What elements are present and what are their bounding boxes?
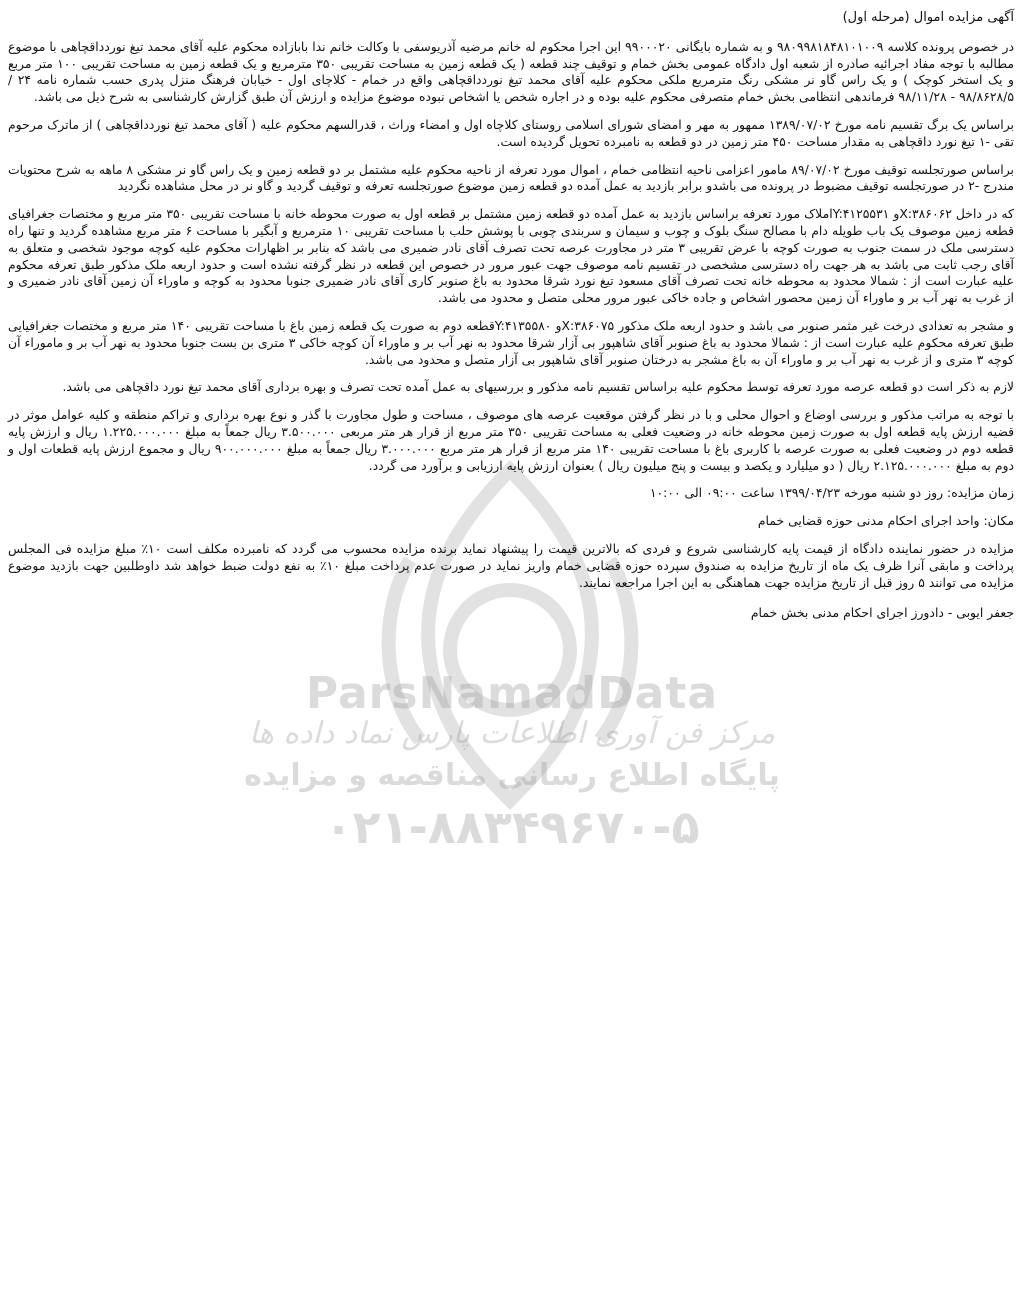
paragraph-first-parcel: که در داخل X:۳۸۶۰۶۲و Y:۴۱۲۵۵۳۱املاک مورد تعرفه براساس بازدید به عمل آمده دو قطعه زمین مشتمل بر قطعه اول به صورت محوطه خانه با مساحت تقریبی ۳۵۰ متر مربع و مختصات جغرافیای قطعه زمین موصوف یک باب طویله دام با مصالح سنگ بلوک و چوب و سیمان و سربندی چوبی با پوشش حلب با مساحت تقریبی ۱۰ مترمربع و آبگیر با مساحت ۶ متر مربع مشاهده گردید و تنها راه دسترسی ملک در سمت جنوب به صورت کوچه با عرض تقریبی ۳ متر در مجاورت عرصه تحت تصرف آقای نادر ضمیری می باشد که بنابر بر اظهارات محکوم علیه کوچه موجود شخصی و متعلق به آقای رجب ثابت می باشد به هر جهت راه دسترسی مشخصی در تقسیم نامه موصوف جهت عبور مرور در خصوص این قطعه در نظر گرفته نشده است و حدود اربعه ملک مذکور طبق تعرفه محکوم علیه عبارت است از : شمالا محدود به محوطه خانه تحت تصرف آقای مسعود تیغ نورد شرقا محدود به باغ صنوبر کاری آقای نادر ضمیری جنوبا محدود به کوچه و ماوراء آن زمین آقای نادر ضمیری و از غرب به نهر آب بر و ماوراء آن زمین محصور اشخاص و جاده خاکی عبور مرور محلی متصل و محدود می باشد. bbox=[8, 206, 1015, 306]
paragraph-valuation: با توجه به مراتب مذکور و بررسی اوضاع و احوال محلی و با در نظر گرفتن موقعیت عرصه های موصوف ، مساحت و طول مجاورت با گذر و نوع بهره برداری و تراکم منطقه و کلیه عوامل موثر در قضیه ارزش پایه قطعه اول به صورت زمین محوطه خانه در وضعیت فعلی به مساحت تقریبی ۳۵۰ متر مربع از قرار هر متر مربعی ۳.۵۰۰.۰۰۰ ریال جمعاً به مبلغ ۱.۲۲۵.۰۰۰.۰۰۰ ریال و ارزش پایه قطعه دوم در وضعیت فعلی به صورت عرصه با کاربری باغ با مساحت تقریبی ۱۴۰ متر مربع از قرار هر متر مربع ۳.۰۰۰.۰۰۰ ریال جمعاً به مبلغ ۹۰۰.۰۰۰.۰۰۰ ریال و مجموع ارزش پایه قطعات اول و دوم به مبلغ ۲.۱۲۵.۰۰۰.۰۰۰ ریال ( دو میلیارد و یکصد و بیست و پنج میلیون ریال ) بعنوان ارزش پایه ارزیابی و برآورد می گردد. bbox=[8, 407, 1014, 473]
paragraph-second-parcel: و مشجر به تعدادی درخت غیر مثمر صنوبر می باشد و حدود اربعه ملک مذکور X:۳۸۶۰۷۵و Y:۴۱۳۵۵۸۰قطعه دوم به صورت یک قطعه زمین باغ با مساحت تقریبی ۱۴۰ متر مربع و مختصات جغرافیایی طبق تعرفه محکوم علیه عبارت است از : شمالا محدود به باغ صنوبر آقای شاهپور بی آزار شرقا محدود به نهر آب بر و ماوراء آن کوچه خاکی ۳ متری بن بست جنوبا محدود به نهر آب بر و ماموراء آن کوچه ۳ متری و از غرب به نهر آب بر و ماوراء آن به باغ مشجر به درختان صنوبر آقای شاهپور بی آزار متصل و محدود می باشد. bbox=[8, 317, 1014, 367]
paragraph-case-details: در خصوص پرونده کلاسه ۹۸۰۹۹۸۱۸۴۸۱۰۱۰۰۹ و به شماره بایگانی ۹۹۰۰۰۲۰ این اجرا محکوم له خانم مرضیه آذریوسفی با وکالت خانم ندا بابازاده محکوم علیه آقای محمد تیغ نوردداقچاهی با موضوع مطالبه با توجه مفاد اجرائیه صادره از شعبه اول دادگاه عمومی بخش خمام و توقیف چند قطعه ( یک قطعه زمین به مساحت تقریبی ۳۵۰ مترمربع و یک قطعه زمین به مساحت تقریبی ۱۰۰ متر مربع و یک استخر کوچک ) و یک راس گاو نر مشکی رنگ مترمربع ملکی محکوم علیه آقای محمد تیغ نوردداقچاهی واقع در خمام - کلاچای اول - خیابان فرهنگ منزل پدری حسب شماره نامه ۲۴ / ۹۸/۸۶۲۸/۵ - ۹۸/۱۱/۲۸ فرماندهی انتظامی بخش خمام متصرفی محکوم علیه بوده و در اجاره شخص یا اشخاص نبوده موضوع مزایده و ارزش آن طبق گزارش کارشناسی به شرح ذیل می باشد. bbox=[8, 38, 1014, 105]
paragraph-possession-note: لازم به ذکر است دو قطعه عرصه مورد تعرفه توسط محکوم علیه براساس تقسیم نامه مذکور و بررسیهای به عمل آمده تحت تصرف و بهره برداری آقای محمد تیغ نورد داقچاهی می باشد. bbox=[62, 379, 1014, 395]
document-title: آگهی مزایده اموال (مرحله اول) bbox=[842, 10, 1014, 25]
paragraph-seizure-report: براساس صورتجلسه توقیف مورخ ۸۹/۰۷/۰۲ مامور اعزامی ناحیه انتظامی خمام ، اموال مورد تعرفه از ناحیه محکوم علیه مشتمل بر دو قطعه زمین و یک راس گاو نر مشکی ۸ ماهه به شرح محتویات مندرج -۲ در صورتجلسه توقیف مضبوط در پرونده می باشدو برابر بازدید به عمل آمده دو قطعه زمین موضوع صورتجلسه تعرفه و توقیف گردید و گاو نر در محل مشاهده نگردید bbox=[8, 161, 1014, 194]
auction-time: زمان مزایده: روز دو شنبه مورخه ۱۳۹۹/۰۴/۲۳ ساعت ۰۹:۰۰ الی ۱۰:۰۰ bbox=[649, 485, 1014, 501]
paragraph-auction-terms: مزایده در حضور نماینده دادگاه از قیمت پایه کارشناسی شروع و فردی که بالاترین قیمت را پیشنهاد نماید برنده مزایده محسوب می گردد که نامبرده مکلف است ۱۰٪ مبلغ مزایده فی المجلس پرداخت و مابقی آنرا ظرف یک ماه از تاریخ مزایده به صندوق سپرده حوزه قضایی خمام واریز نماید در صورت عدم پرداخت مبلغ ۱۰٪ به نفع دولت ضبط خواهد شد داوطلبین جهت بازدید موضوع مزایده می توانند ۵ روز قبل از تاریخ مزایده جهت هماهنگی به این اجرا مراجعه نمایند. bbox=[8, 540, 1014, 590]
paragraph-division-deed: براساس یک برگ تقسیم نامه مورخ ۱۳۸۹/۰۷/۰۲ ممهور به مهر و امضای شورای اسلامی روستای کلاچاه اول و امضاء وراث ، قدرالسهم محکوم علیه ( آقای محمد تیغ نوردداقچاهی ) از ماترک مرحوم تقی -۱ تیغ نورد داقچاهی به مقدار مساحت ۴۵۰ متر زمین در دو قطعه به نامبرده تحویل گردیده است. bbox=[8, 116, 1014, 149]
document-body bbox=[8, 10, 1014, 633]
signature: جعفر ایوبی - دادورز اجرای احکام مدنی بخش خمام bbox=[750, 605, 1014, 621]
watermark-brand: ParsNamadData bbox=[305, 668, 719, 719]
auction-location: مکان: واحد اجرای احکام مدنی حوزه قضایی خمام bbox=[757, 513, 1014, 529]
watermark-portal: پایگاه اطلاع رسانی مناقصه و مزایده bbox=[244, 758, 780, 793]
watermark-phone: ۰۲۱-۸۸۳۴۹۶۷۰-۵ bbox=[324, 800, 700, 854]
watermark-company: مرکز فن آوری اطلاعات پارس نماد داده ها bbox=[248, 716, 776, 751]
